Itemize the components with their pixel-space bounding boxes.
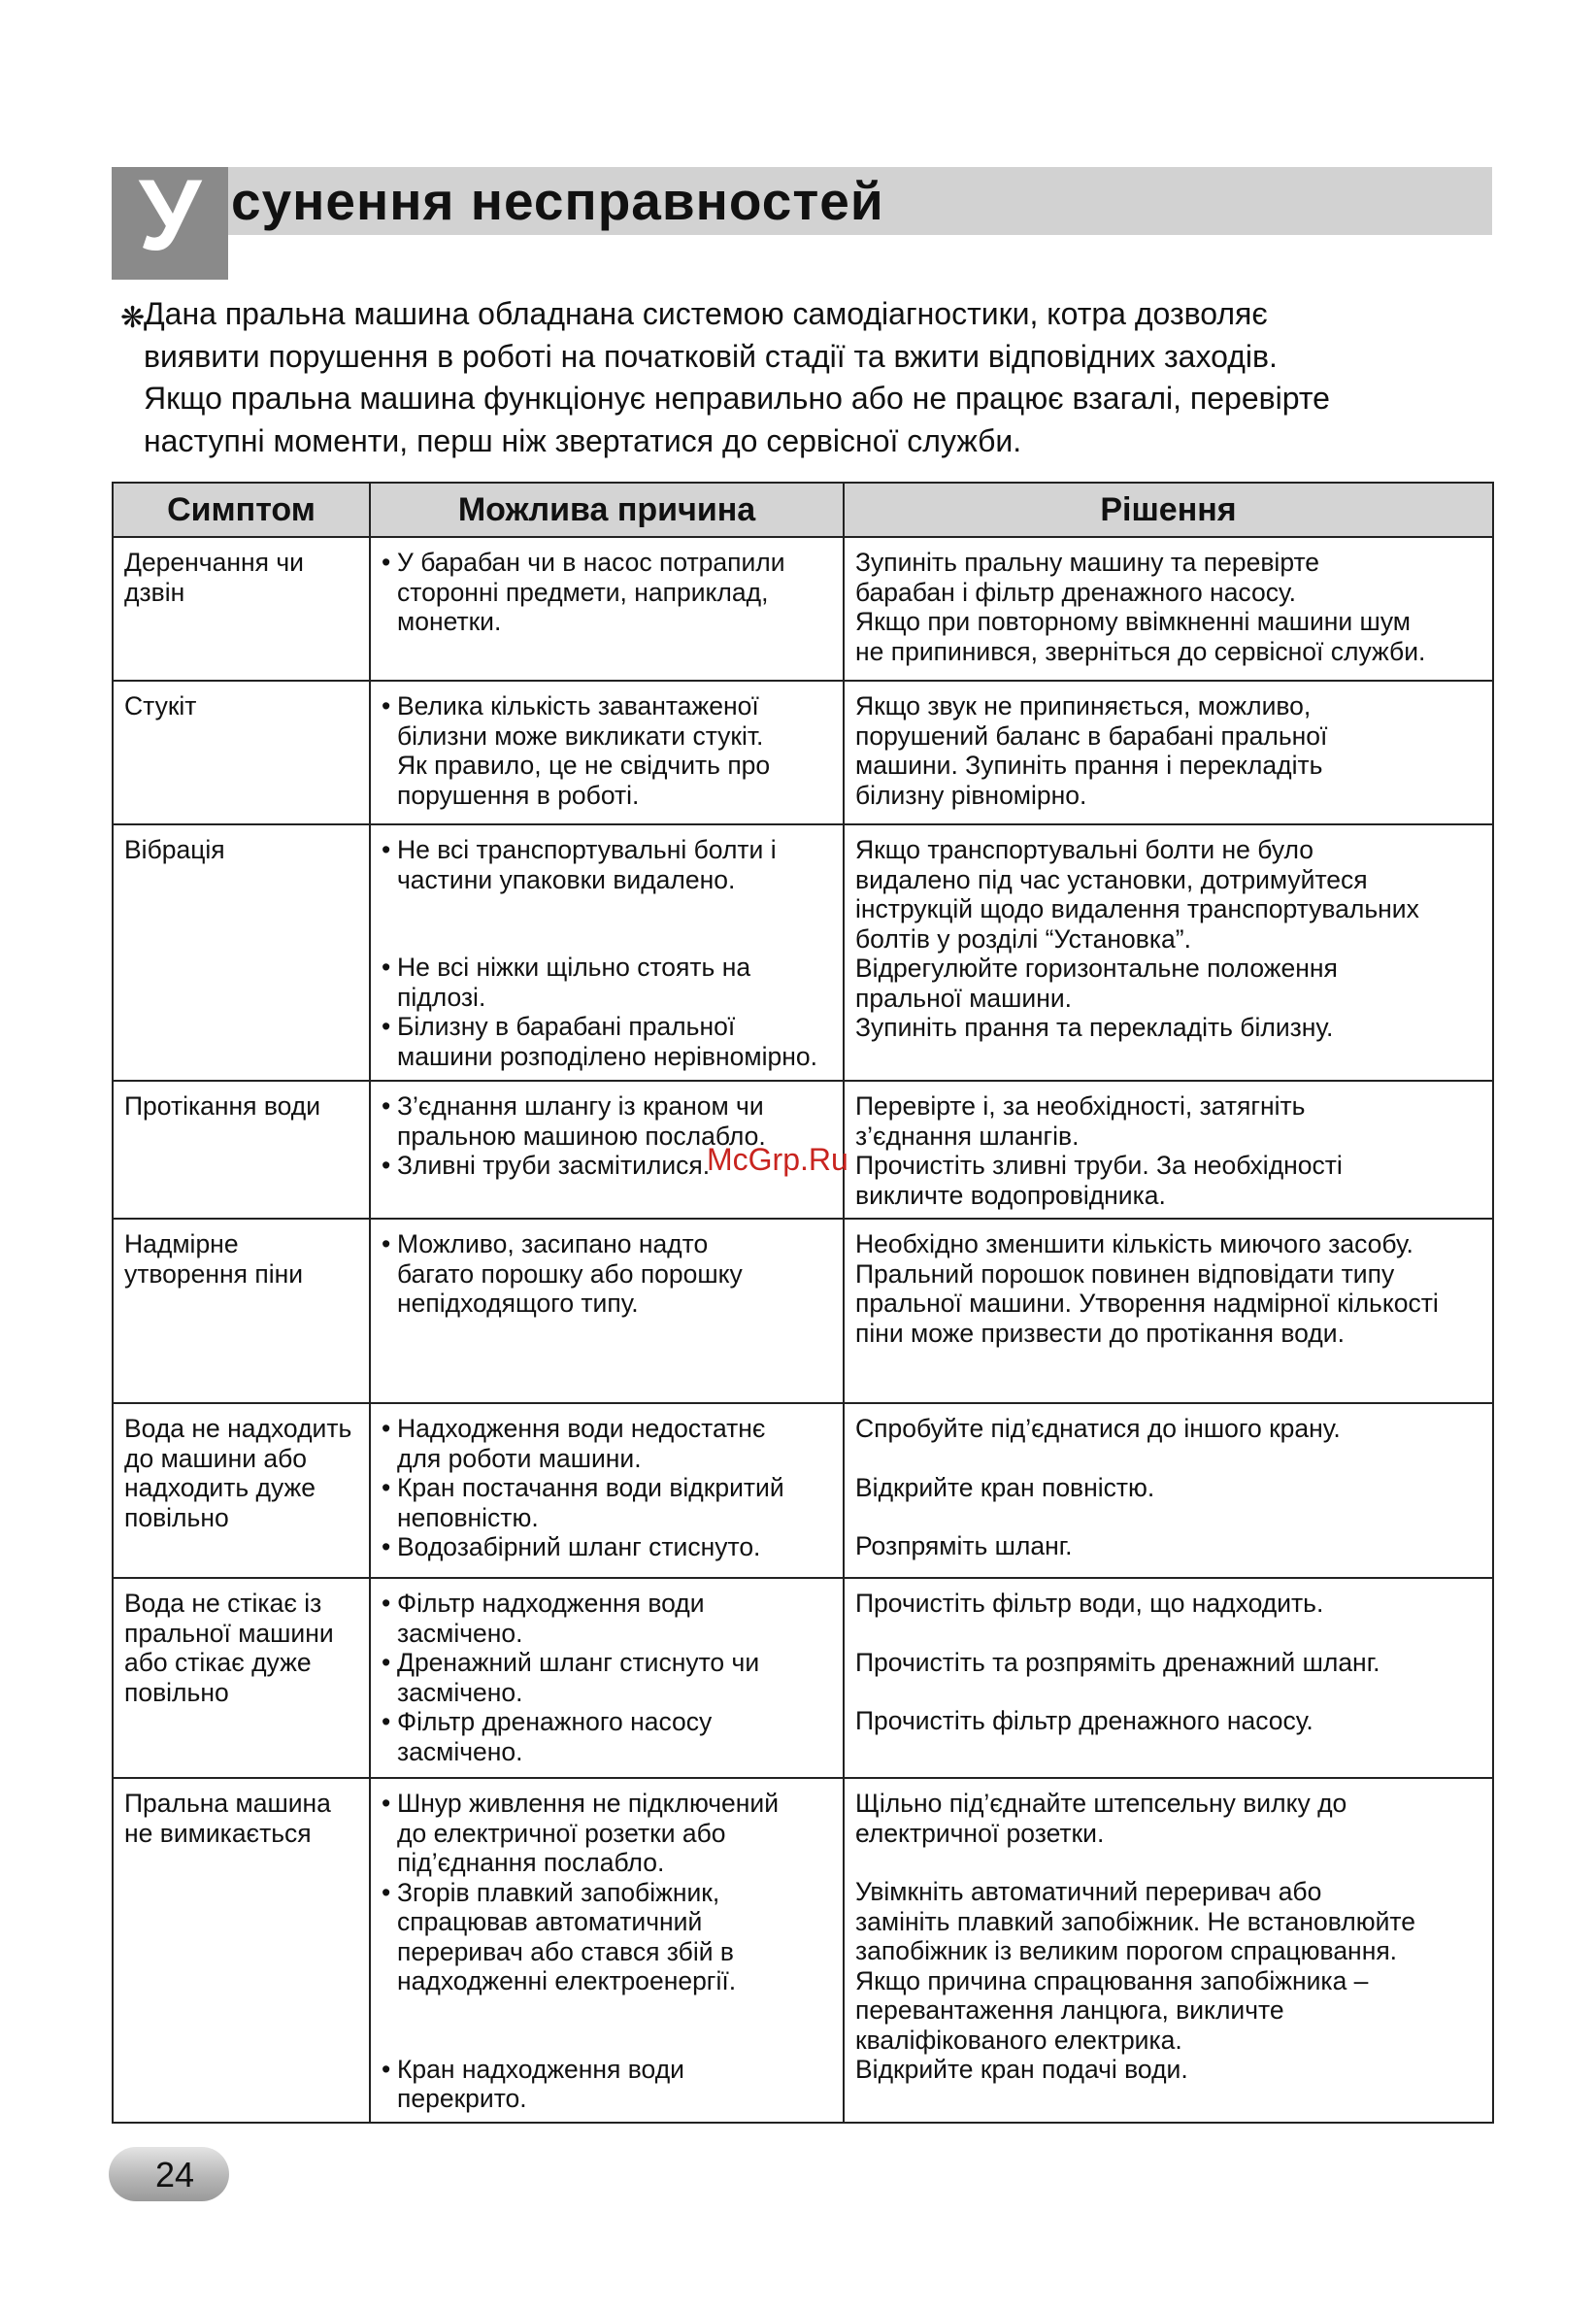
cause-cell (370, 681, 844, 824)
solution-item (855, 548, 1486, 666)
solution-line: Відкрийте кран подачі води. (855, 2055, 1188, 2084)
symptom-line: або стікає дуже (124, 1648, 312, 1677)
solution-cell (844, 537, 1493, 681)
table-row (113, 681, 1493, 824)
cause-line: • Кран надходження води (397, 2054, 684, 2084)
cause-line: • Водозабірний шланг стиснуто. (397, 1532, 761, 1561)
symptom-line: до машини або (124, 1443, 308, 1473)
table-header-row (113, 483, 1493, 537)
cause-line: спрацював автоматичний (397, 1907, 703, 1936)
page-number: 24 (155, 2155, 195, 2195)
solution-item (855, 1229, 1486, 1348)
cause-cell (370, 1403, 844, 1578)
symptom-line: Стукіт (124, 691, 197, 720)
cause-item (382, 1878, 837, 1996)
solution-line: замініть плавкий запобіжник. Не встановлюйте (855, 1906, 1415, 1936)
spacer (382, 894, 837, 953)
solution-line: Прочистіть зливні труби. За необхідності (855, 1151, 1343, 1180)
solution-line: електричної розетки. (855, 1818, 1105, 1848)
intro-line: Дана пральна машина обладнана системою самодіагностики, котра дозволяє (144, 296, 1268, 331)
solution-item (855, 1789, 1486, 1848)
table-row (113, 1219, 1493, 1403)
symptom-line: Пральна машина (124, 1789, 331, 1818)
cause-line: • З’єднання шлангу із краном чи (397, 1091, 764, 1121)
cause-line: засмічено. (397, 1736, 523, 1766)
solution-line: Пральний порошок повинен відповідати типу (855, 1258, 1395, 1289)
cause-line: до електричної розетки або (397, 1818, 726, 1848)
solution-line: Відрегулюйте горизонтальне положення (855, 954, 1338, 983)
solution-item (855, 1531, 1486, 1561)
cause-item (382, 1532, 837, 1562)
title-initial-letter: У (112, 167, 228, 280)
solution-line: Зупиніть пральну машину та перевірте (855, 548, 1320, 577)
solution-line: Якщо транспортувальні болти не було (855, 835, 1314, 864)
cause-line: підлозі. (397, 982, 486, 1012)
solution-line: з’єднання шлангів. (855, 1121, 1080, 1151)
cause-line: пральною машиною послабло. (397, 1121, 766, 1151)
symptom-line: Вода не надходить (124, 1414, 352, 1443)
symptom-line: повільно (124, 1502, 229, 1532)
cause-line: • Надходження води недостатнє (397, 1414, 766, 1443)
cause-cell (370, 824, 844, 1081)
solution-line: піни може призвести до протікання води. (855, 1318, 1345, 1348)
spacer (855, 1502, 1486, 1531)
cause-line: • Фільтр дренажного насосу (397, 1707, 713, 1736)
cause-line: • Білизну в барабані пральної (397, 1012, 736, 1041)
spacer (855, 1619, 1486, 1648)
cause-line: під’єднання послабло. (397, 1848, 665, 1877)
solution-line: Щільно під’єднайте штепсельну вилку до (855, 1789, 1347, 1818)
cause-item (382, 835, 837, 894)
solution-item (855, 1706, 1486, 1736)
solution-line: порушений баланс в барабані пральної (855, 720, 1328, 751)
cause-item (382, 548, 837, 637)
cause-line: засмічено. (397, 1677, 523, 1707)
symptom-cell (113, 1403, 370, 1578)
cause-item (382, 1648, 837, 1707)
cause-line: сторонні предмети, наприклад, (397, 577, 769, 607)
spacer (855, 1444, 1486, 1473)
cause-line: перекрито. (397, 2084, 527, 2113)
cause-line: надходженні електроенергії. (397, 1966, 737, 1995)
cause-line: монетки. (397, 607, 502, 636)
table-row (113, 1403, 1493, 1578)
solution-line: Якщо при повторному ввімкненні машини шум (855, 607, 1411, 636)
cause-line: Як правило, це не свідчить про (397, 751, 771, 780)
solution-line: Перевірте і, за необхідності, затягніть (855, 1091, 1306, 1121)
solution-cell (844, 1578, 1493, 1778)
symptom-cell (113, 681, 370, 824)
symptom-line: Протікання води (124, 1091, 321, 1121)
cause-line: переривач або стався збій в (397, 1936, 734, 1966)
cause-line: багато порошку або порошку (397, 1258, 743, 1289)
cause-line: • Не всі ніжки щільно стоять на (397, 953, 751, 982)
solution-line: Прочистіть фільтр води, що надходить. (855, 1589, 1324, 1618)
cause-line: • У барабан чи в насос потрапили (397, 548, 785, 577)
cause-item (382, 1707, 837, 1766)
cause-line: • Згорів плавкий запобіжник, (397, 1877, 720, 1907)
symptom-line: повільно (124, 1677, 229, 1707)
solution-line: Якщо звук не припиняється, можливо, (855, 691, 1312, 720)
solution-line: пральної машини. Утворення надмірної кількості (855, 1289, 1439, 1318)
cause-line: частини упаковки видалено. (397, 864, 736, 894)
solution-cell (844, 681, 1493, 824)
solution-line: болтів у розділі “Установка”. (855, 923, 1191, 954)
solution-line: видалено під час установки, дотримуйтеся (855, 864, 1368, 894)
solution-line: кваліфікованого електрика. (855, 2025, 1182, 2055)
solution-line: пральної машини. (855, 983, 1073, 1013)
cause-item (382, 1589, 837, 1648)
table-row (113, 824, 1493, 1081)
solution-item (855, 1414, 1486, 1444)
solution-line: Відкрийте кран повністю. (855, 1472, 1155, 1502)
symptom-line: Вода не стікає із (124, 1589, 322, 1618)
solution-line: машини. Зупиніть прання і перекладіть (855, 751, 1323, 780)
symptom-line: пральної машини (124, 1618, 334, 1648)
solution-line: Увімкніть автоматичний переривач або (855, 1877, 1322, 1906)
solution-line: Зупиніть прання та перекладіть білизну. (855, 1013, 1334, 1042)
cause-line: • Не всі транспортувальні болти і (397, 835, 777, 864)
table-row (113, 537, 1493, 681)
asterisk-icon: ❋ (120, 302, 146, 334)
cause-line: непідходящого типу. (397, 1289, 639, 1318)
cause-cell (370, 1578, 844, 1778)
symptom-line: утворення піни (124, 1258, 304, 1289)
solution-cell (844, 1081, 1493, 1219)
cause-line: машини розподілено нерівномірно. (397, 1041, 817, 1071)
cause-line: • Можливо, засипано надто (397, 1229, 709, 1258)
column-header-cause: Можлива причина (370, 483, 844, 537)
cause-line: • Кран постачання води відкритий (397, 1473, 784, 1502)
intro-line: Якщо пральна машина функціонує неправильно або не працює взагалі, перевірте (144, 381, 1330, 416)
table-row (113, 1578, 1493, 1778)
cause-line: • Велика кількість завантаженої (397, 691, 759, 720)
symptom-line: Деренчання чи (124, 548, 304, 577)
intro-paragraph (120, 293, 1499, 462)
spacer (855, 1677, 1486, 1706)
cause-item (382, 1414, 837, 1473)
symptom-line: не вимикається (124, 1818, 312, 1848)
column-header-solution: Рішення (844, 483, 1493, 537)
intro-line: наступні моменти, перш ніж звертатися до сервісної служби. (144, 422, 1022, 458)
cause-line: білизни може викликати стукіт. (397, 720, 764, 751)
solution-item (855, 691, 1486, 810)
symptom-line: дзвін (124, 577, 185, 607)
solution-cell (844, 824, 1493, 1081)
solution-line: Якщо причина спрацювання запобіжника – (855, 1965, 1369, 1995)
solution-line: Прочистіть фільтр дренажного насосу. (855, 1706, 1313, 1735)
solution-cell (844, 1219, 1493, 1403)
solution-item (855, 1473, 1486, 1503)
solution-cell (844, 1778, 1493, 2123)
cause-item (382, 953, 837, 1012)
solution-item (855, 835, 1486, 1043)
solution-cell (844, 1403, 1493, 1578)
intro-line: виявити порушення в роботі на початковій стадії та вжити відповідних заходів. (144, 338, 1278, 374)
spacer (382, 1996, 837, 2055)
solution-line: перевантаження ланцюга, викличте (855, 1995, 1284, 2025)
symptom-cell (113, 824, 370, 1081)
solution-line: запобіжник із великим порогом спрацювання. (855, 1936, 1398, 1965)
cause-line: • Фільтр надходження води (397, 1589, 705, 1618)
solution-line: Розпряміть шланг. (855, 1531, 1073, 1560)
solution-item (855, 1877, 1486, 2085)
column-header-symptom: Симптом (113, 483, 370, 537)
cause-item (382, 1473, 837, 1532)
cause-line: • Дренажний шланг стиснуто чи (397, 1648, 760, 1677)
solution-line: Спробуйте під’єднатися до іншого крану. (855, 1414, 1341, 1443)
solution-line: не припинився, зверніться до сервісної служби. (855, 636, 1426, 666)
cause-cell (370, 537, 844, 681)
solution-item (855, 1648, 1486, 1678)
symptom-cell (113, 537, 370, 681)
table-row (113, 1778, 1493, 2123)
cause-cell (370, 1778, 844, 2123)
solution-line: викличте водопровідника. (855, 1180, 1166, 1210)
watermark: McGrp.Ru (707, 1142, 848, 1177)
solution-line: Прочистіть та розпряміть дренажний шланг. (855, 1647, 1380, 1677)
symptom-cell (113, 1219, 370, 1403)
spacer (855, 1848, 1486, 1877)
solution-line: барабан і фільтр дренажного насосу. (855, 577, 1296, 607)
solution-item (855, 1091, 1486, 1210)
cause-line: засмічено. (397, 1618, 523, 1648)
solution-line: білизну рівномірно. (855, 780, 1087, 810)
cause-item (382, 2055, 837, 2114)
cause-item (382, 1789, 837, 1878)
page-title: сунення несправностей (231, 171, 884, 231)
cause-line: • Зливні труби засмітилися. (397, 1151, 711, 1180)
cause-item (382, 691, 837, 810)
solution-line: Необхідно зменшити кількість миючого засобу. (855, 1229, 1413, 1258)
troubleshooting-table (112, 482, 1494, 2124)
cause-item (382, 1012, 837, 1071)
symptom-cell (113, 1081, 370, 1219)
solution-line: інструкцій щодо видалення транспортувальних (855, 894, 1419, 923)
cause-line: для роботи машини. (397, 1443, 642, 1473)
cause-cell (370, 1219, 844, 1403)
symptom-line: Надмірне (124, 1229, 239, 1258)
symptom-cell (113, 1778, 370, 2123)
solution-item (855, 1589, 1486, 1619)
cause-line: порушення в роботі. (397, 780, 640, 810)
cause-line: неповністю. (397, 1502, 539, 1532)
cause-line: • Шнур живлення не підключений (397, 1789, 780, 1818)
symptom-cell (113, 1578, 370, 1778)
cause-item (382, 1229, 837, 1319)
symptom-line: надходить дуже (124, 1473, 316, 1502)
symptom-line: Вібрація (124, 835, 225, 864)
